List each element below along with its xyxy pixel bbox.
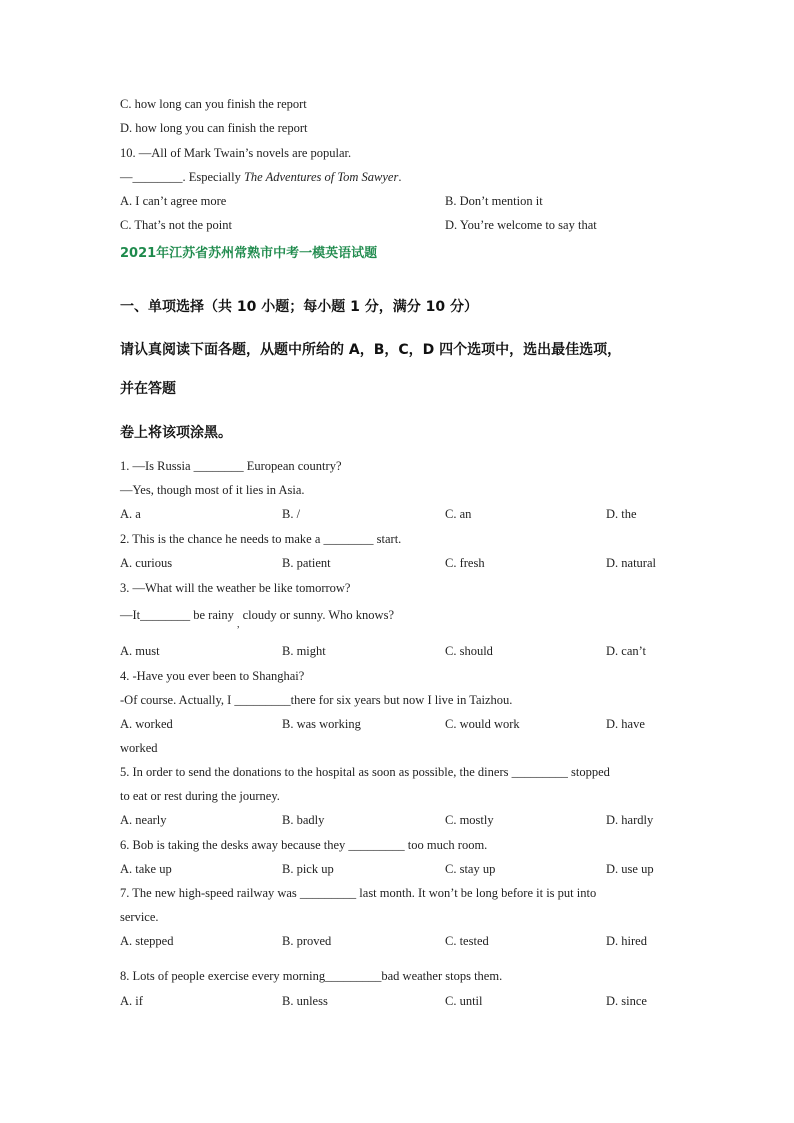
q9-option-d: D. how long you can finish the report (120, 121, 308, 135)
q6-option-a: A. take up (120, 862, 172, 876)
q2-options (120, 555, 680, 571)
q3-option-d: D. can’t (606, 644, 647, 658)
q10-option-c: C. That’s not the point (120, 218, 232, 232)
q10-option-b: B. Don’t mention it (445, 194, 543, 208)
q10-option-d: D. You’re welcome to say that (445, 218, 597, 232)
section-instruction-2: 并在答题 (120, 381, 176, 397)
q10-reply-book-title: The Adventures of Tom Sawyer (243, 170, 399, 184)
q3-stem-2b: cloudy or sunny. Who knows? (242, 608, 394, 622)
q6-options (120, 861, 680, 877)
q5-options (120, 812, 680, 828)
q4-option-a: A. worked (120, 717, 173, 731)
q3-option-c: C. should (445, 644, 493, 658)
exam-title: 2021年江苏省苏州常熟市中考一模英语试题 (120, 246, 378, 261)
q2-stem-1: 2. This is the chance he needs to make a ________ start. (120, 532, 402, 546)
q7-stem-1: 7. The new high-speed railway was _________ last month. It won’t be long before it is put into (120, 886, 597, 900)
q10-reply-post: . (398, 170, 402, 184)
q7-option-c: C. tested (445, 934, 489, 948)
q2-option-b: B. patient (282, 556, 331, 570)
q4-stem-1: 4. -Have you ever been to Shanghai? (120, 669, 305, 683)
q1-stem-1: 1. —Is Russia ________ European country? (120, 459, 342, 473)
q10-stem: 10. —All of Mark Twain’s novels are popular. (120, 146, 352, 160)
q6-stem-1: 6. Bob is taking the desks away because they _________ too much room. (120, 838, 488, 852)
q5-option-b: B. badly (282, 813, 325, 827)
q3-option-a: A. must (120, 644, 160, 658)
section-instruction-3: 卷上将该项涂黑。 (120, 425, 232, 441)
q8-stem-1: 8. Lots of people exercise every morning_________bad weather stops them. (120, 969, 503, 983)
q10-reply-pre: —________. Especially (120, 170, 244, 184)
q4-option-c: C. would work (445, 717, 520, 731)
q6-option-c: C. stay up (445, 862, 496, 876)
q1-option-c: C. an (445, 507, 472, 521)
q1-option-d: D. the (606, 507, 637, 521)
q3-stem-2a: —It________ be rainy (120, 608, 234, 622)
q8-options (120, 993, 680, 1009)
q10-options-row-2 (120, 217, 680, 233)
q7-option-b: B. proved (282, 934, 332, 948)
q7-option-a: A. stepped (120, 934, 174, 948)
q1-option-a: A. a (120, 507, 141, 521)
q5-option-c: C. mostly (445, 813, 494, 827)
q3-stem-2 (120, 607, 394, 630)
q2-option-d: D. natural (606, 556, 656, 570)
section-heading: 一、单项选择（共 10 小题；每小题 1 分，满分 10 分） (120, 299, 478, 315)
q10-options-row-1 (120, 193, 680, 209)
q6-option-b: B. pick up (282, 862, 334, 876)
q3-options (120, 643, 680, 659)
q8-option-b: B. unless (282, 994, 328, 1008)
q4-stem-2: -Of course. Actually, I _________there for six years but now I live in Taizhou. (120, 693, 513, 707)
q4-option-b: B. was working (282, 717, 361, 731)
q8-option-c: C. until (445, 994, 483, 1008)
q4-option-d-wrap: worked (120, 741, 158, 755)
q1-option-b: B. / (282, 507, 301, 521)
q1-stem-2: —Yes, though most of it lies in Asia. (120, 483, 305, 497)
q8-option-a: A. if (120, 994, 143, 1008)
q5-stem-2: to eat or rest during the journey. (120, 789, 280, 803)
section-instruction-1: 请认真阅读下面各题，从题中所给的 A，B，C，D 四个选项中，选出最佳选项， (120, 342, 622, 358)
q7-option-d: D. hired (606, 934, 647, 948)
q4-options (120, 716, 680, 732)
q7-options (120, 933, 680, 949)
q5-option-a: A. nearly (120, 813, 167, 827)
q10-option-a: A. I can’t agree more (120, 194, 227, 208)
q8-option-d: D. since (606, 994, 647, 1008)
q2-option-c: C. fresh (445, 556, 485, 570)
q5-stem-1: 5. In order to send the donations to the hospital as soon as possible, the diners _________ stopped (120, 765, 610, 779)
q7-stem-2: service. (120, 910, 159, 924)
q4-option-d: D. have (606, 717, 645, 731)
q5-option-d: D. hardly (606, 813, 654, 827)
q6-option-d: D. use up (606, 862, 654, 876)
q3-comma-mark: , (237, 619, 240, 630)
q1-options (120, 506, 680, 522)
q3-stem-1: 3. —What will the weather be like tomorrow? (120, 581, 351, 595)
q2-option-a: A. curious (120, 556, 173, 570)
q3-option-b: B. might (282, 644, 326, 658)
q10-reply (120, 169, 401, 185)
q9-option-c: C. how long can you finish the report (120, 97, 307, 111)
